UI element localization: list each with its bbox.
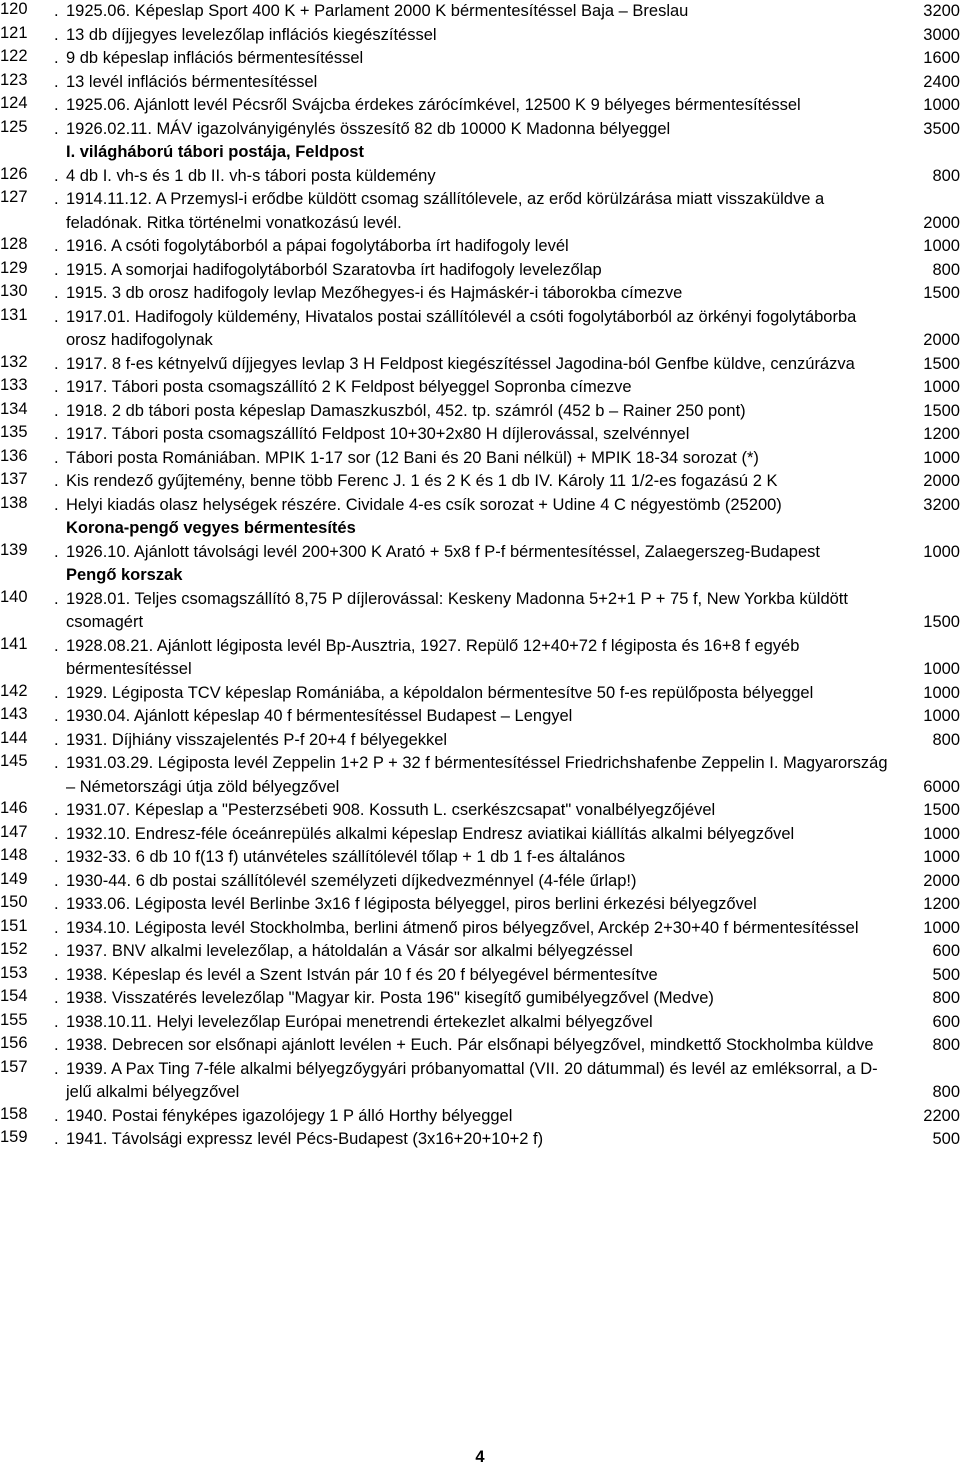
lot-number: 148 <box>0 846 28 864</box>
lot-starting-price: 2200 <box>923 1106 960 1125</box>
lot-number: 138 <box>0 493 28 512</box>
lot-number-dot: . <box>54 965 59 984</box>
lot-description: 1930.04. Ajánlott képeslap 40 f bérmentesítéssel Budapest – Lengyel <box>66 707 573 725</box>
lot-number: 158 <box>0 1104 28 1123</box>
lot-row <box>0 1034 960 1058</box>
lot-starting-price: 800 <box>932 989 960 1007</box>
lot-starting-price: 1600 <box>923 49 960 67</box>
lot-starting-price: 1000 <box>923 848 960 866</box>
lot-row <box>0 494 960 518</box>
lot-number-dot: . <box>54 707 59 725</box>
lot-number: 134 <box>0 399 28 418</box>
lot-number-dot: . <box>54 754 59 772</box>
lot-starting-price: 6000 <box>923 777 960 796</box>
lot-number-dot: . <box>54 25 59 44</box>
lot-starting-price: 500 <box>932 1130 960 1148</box>
lot-row <box>0 541 960 565</box>
lot-number-dot: . <box>54 589 59 608</box>
page-number: 4 <box>475 1448 485 1466</box>
lot-number: 136 <box>0 446 28 465</box>
lot-starting-price: 600 <box>932 942 960 960</box>
lot-description: 1941. Távolsági expressz levél Pécs-Budapest (3x16+20+10+2 f) <box>66 1130 544 1148</box>
lot-description: 1938. Debrecen sor elsőnapi ajánlott levélen + Euch. Pár elsőnapi bélyegzővel, mindkettő Stockholmba küldve <box>66 1036 874 1054</box>
lot-starting-price: 1000 <box>923 660 960 678</box>
lot-number-dot: . <box>54 989 59 1007</box>
lot-starting-price: 600 <box>932 1012 960 1031</box>
lot-starting-price: 500 <box>932 965 960 984</box>
lot-number-dot: . <box>54 401 59 420</box>
lot-number-dot: . <box>54 96 59 114</box>
lot-row <box>0 705 960 729</box>
lot-number-dot: . <box>54 683 59 702</box>
lot-number-dot: . <box>54 354 59 373</box>
lot-description: 1934.10. Légiposta levél Stockholmba, berlini átmenő piros bélyegzővel, Arckép 2+30+40 f bérmentesítéssel <box>66 918 859 937</box>
lot-description: 1933.06. Légiposta levél Berlinbe 3x16 f légiposta bélyeggel, piros berlini érkezési bélyegzővel <box>66 895 757 913</box>
lot-description: 1937. BNV alkalmi levelezőlap, a hátoldalán a Vásár sor alkalmi bélyegzéssel <box>66 942 633 960</box>
lot-description: 1915. 3 db orosz hadifogoly levlap Mezőhegyes-i és Hajmáskér-i táborokba címezve <box>66 284 683 302</box>
lot-row <box>0 235 960 259</box>
lot-row <box>0 353 960 377</box>
lot-description: Helyi kiadás olasz helységek részére. Cividale 4-es csík sorozat + Udine 4 C négyestömb (25200) <box>66 495 782 514</box>
lot-description: 1917. Tábori posta csomagszállító Feldpost 10+30+2x80 H díjlerovással, szelvénnyel <box>66 425 690 443</box>
lot-description: 1931.03.29. Légiposta levél Zeppelin 1+2 P + 32 f bérmentesítéssel Friedrichshafenbe Zeppelin I. Magyarország – Németországi útja zöld bélyegzővel <box>66 754 888 796</box>
section-heading: Pengő korszak <box>66 566 183 584</box>
lot-starting-price: 1000 <box>923 707 960 725</box>
lot-number: 152 <box>0 940 28 958</box>
lot-starting-price: 1000 <box>923 237 960 255</box>
lot-number: 141 <box>0 634 28 653</box>
lot-row <box>0 118 960 142</box>
section-heading: Korona-pengő vegyes bérmentesítés <box>66 519 356 537</box>
lot-description: 4 db I. vh-s és 1 db II. vh-s tábori posta küldemény <box>66 166 436 185</box>
lot-number: 146 <box>0 799 28 817</box>
lot-number: 150 <box>0 893 28 911</box>
lot-starting-price: 3200 <box>923 2 960 20</box>
lot-number-dot: . <box>54 942 59 960</box>
lot-number: 125 <box>0 117 28 136</box>
lot-number-dot: . <box>54 636 59 655</box>
lot-row <box>0 635 960 682</box>
lot-number-dot: . <box>54 871 59 890</box>
lot-description: 1915. A somorjai hadifogolytáborból Szaratovba írt hadifogoly levelezőlap <box>66 260 602 279</box>
lot-row <box>0 1011 960 1035</box>
lot-row <box>0 1128 960 1152</box>
lot-description: 1938. Képeslap és levél a Szent István pár 10 f és 20 f bélyegével bérmentesítve <box>66 965 658 984</box>
lot-number: 154 <box>0 987 28 1005</box>
lot-number: 139 <box>0 540 28 559</box>
lot-number-dot: . <box>54 190 59 208</box>
lot-number-dot: . <box>54 472 59 490</box>
lot-description: 1914.11.12. A Przemysl-i erődbe küldött csomag szállítólevele, az erőd körülzárása miatt visszaküldve a feladónak. Ritka történelmi vonatkozású levél. <box>66 190 825 232</box>
lot-starting-price: 800 <box>932 166 960 185</box>
lot-number-dot: . <box>54 801 59 819</box>
lot-description: 1925.06. Ajánlott levél Pécsről Svájcba érdekes zárócímkével, 12500 K 9 bélyeges bérmentesítéssel <box>66 96 801 114</box>
lot-number-dot: . <box>54 1059 59 1078</box>
lot-row <box>0 917 960 941</box>
lot-description: 1916. A csóti fogolytáborból a pápai fogolytáborba írt hadifogoly levél <box>66 237 569 255</box>
lot-row <box>0 1058 960 1105</box>
lot-row <box>0 71 960 95</box>
lot-starting-price: 800 <box>932 260 960 279</box>
lot-number: 151 <box>0 916 28 935</box>
lot-row <box>0 376 960 400</box>
lot-number-dot: . <box>54 1012 59 1031</box>
lot-number-dot: . <box>54 918 59 937</box>
lot-description: 1932-33. 6 db 10 f(13 f) utánvételes szállítólevél tőlap + 1 db 1 f-es általános <box>66 848 626 866</box>
lot-row <box>0 682 960 706</box>
lot-description: 9 db képeslap inflációs bérmentesítéssel <box>66 49 364 67</box>
lot-number-dot: . <box>54 448 59 467</box>
lot-number-dot: . <box>54 824 59 843</box>
lot-number-dot: . <box>54 119 59 138</box>
lot-number: 130 <box>0 282 28 300</box>
lot-description: 1939. A Pax Ting 7-féle alkalmi bélyegzőygyári próbanyomattal (VII. 20 dátummal) és levél az emléksorral, a D-jelű alkalmi bélyegzővel <box>66 1059 878 1101</box>
lot-row <box>0 799 960 823</box>
lot-number: 133 <box>0 376 28 394</box>
lot-number: 159 <box>0 1128 28 1146</box>
lot-number: 147 <box>0 822 28 841</box>
lot-number: 135 <box>0 423 28 441</box>
lot-description: 1931. Díjhiány visszajelentés P-f 20+4 f bélyegekkel <box>66 730 448 749</box>
lot-description: 1938. Visszatérés levelezőlap "Magyar kir. Posta 196" kisegítő gumibélyegzővel (Medve) <box>66 989 714 1007</box>
lot-number: 143 <box>0 705 28 723</box>
lot-number: 127 <box>0 188 28 206</box>
lot-row <box>0 306 960 353</box>
lot-row <box>0 964 960 988</box>
lot-starting-price: 1000 <box>923 824 960 843</box>
lot-description: 1917.01. Hadifogoly küldemény, Hivatalos postai szállítólevél a csóti fogolytáborból az örkényi fogolytáborba orosz hadifogolynak <box>66 307 857 349</box>
lot-description: Kis rendező gyűjtemény, benne több Ferenc J. 1 és 2 K és 1 db IV. Károly 11 1/2-es fogazású 2 K <box>66 472 778 490</box>
lot-row <box>0 893 960 917</box>
lot-number: 121 <box>0 23 28 42</box>
lot-number-dot: . <box>54 237 59 255</box>
lot-number-dot: . <box>54 730 59 749</box>
lot-description: 1940. Postai fényképes igazolójegy 1 P álló Horthy bélyeggel <box>66 1106 513 1125</box>
lot-description: 1938.10.11. Helyi levelezőlap Európai menetrendi értekezlet alkalmi bélyegzővel <box>66 1012 653 1031</box>
lot-number: 122 <box>0 47 28 65</box>
lot-number-dot: . <box>54 284 59 302</box>
lot-row <box>0 940 960 964</box>
lot-number: 123 <box>0 70 28 89</box>
lot-starting-price: 2400 <box>923 72 960 91</box>
lot-starting-price: 1000 <box>923 378 960 396</box>
lot-number: 144 <box>0 728 28 747</box>
lot-description: 1929. Légiposta TCV képeslap Romániába, a képoldalon bérmentesítve 50 f-es repülőposta bélyeggel <box>66 683 814 702</box>
lot-description: 1917. Tábori posta csomagszállító 2 K Feldpost bélyeggel Sopronba címezve <box>66 378 632 396</box>
lot-row <box>0 823 960 847</box>
lot-number-dot: . <box>54 260 59 279</box>
lot-starting-price: 1000 <box>923 918 960 937</box>
lot-number-dot: . <box>54 2 59 20</box>
lot-number: 137 <box>0 470 28 488</box>
lot-number: 142 <box>0 681 28 700</box>
lot-row <box>0 24 960 48</box>
lot-description: 1932.10. Endresz-féle óceánrepülés alkalmi képeslap Endresz aviatikai kiállítás alkalmi bélyegzővel <box>66 824 795 843</box>
lot-starting-price: 1000 <box>923 448 960 467</box>
lot-starting-price: 3200 <box>923 495 960 514</box>
lot-number: 132 <box>0 352 28 371</box>
lot-number-dot: . <box>54 425 59 443</box>
lot-description: 1930-44. 6 db postai szállítólevél személyzeti díjkedvezménnyel (4-féle űrlap!) <box>66 871 637 890</box>
lot-description: 1928.01. Teljes csomagszállító 8,75 P díjlerovással: Keskeny Madonna 5+2+1 P + 75 f, New Yorkba küldött csomagért <box>66 589 848 631</box>
lot-number: 131 <box>0 305 28 324</box>
lot-number-dot: . <box>54 49 59 67</box>
lot-starting-price: 800 <box>932 1083 960 1101</box>
lot-number-dot: . <box>54 1130 59 1148</box>
lot-number-dot: . <box>54 542 59 561</box>
lot-row <box>0 94 960 118</box>
lot-number-dot: . <box>54 1036 59 1054</box>
lot-description: 13 db díjjegyes levelezőlap inflációs kiegészítéssel <box>66 25 437 44</box>
lot-starting-price: 800 <box>932 730 960 749</box>
lot-row <box>0 729 960 753</box>
lot-number: 153 <box>0 963 28 982</box>
lot-row <box>0 165 960 189</box>
lot-number-dot: . <box>54 378 59 396</box>
lot-row <box>0 846 960 870</box>
lot-row <box>0 470 960 494</box>
lot-row <box>0 423 960 447</box>
lot-starting-price: 2000 <box>923 331 960 349</box>
lot-starting-price: 2000 <box>923 472 960 490</box>
lot-description: 1931.07. Képeslap a "Pesterzsébeti 908. Kossuth L. cserkészcsapat" vonalbélyegzőjével <box>66 801 716 819</box>
lot-number: 140 <box>0 587 28 606</box>
lot-row <box>0 447 960 471</box>
lot-row <box>0 47 960 71</box>
lot-row <box>0 870 960 894</box>
lot-number-dot: . <box>54 895 59 913</box>
lot-starting-price: 1500 <box>923 354 960 373</box>
lot-description: 1917. 8 f-es kétnyelvű díjjegyes levlap 3 H Feldpost kiegészítéssel Jagodina-ból Genfbe küldve, cenzúrázva <box>66 354 855 373</box>
lot-starting-price: 3000 <box>923 25 960 44</box>
lot-row <box>0 400 960 424</box>
section-heading: I. világháború tábori postája, Feldpost <box>66 143 364 161</box>
lot-description: 1925.06. Képeslap Sport 400 K + Parlament 2000 K bérmentesítéssel Baja – Breslau <box>66 2 689 20</box>
lot-row <box>0 1105 960 1129</box>
lot-starting-price: 800 <box>932 1036 960 1054</box>
lot-starting-price: 3500 <box>923 119 960 138</box>
lot-number: 156 <box>0 1034 28 1052</box>
lot-starting-price: 1000 <box>923 542 960 561</box>
lot-row <box>0 188 960 235</box>
lot-number: 157 <box>0 1057 28 1076</box>
lot-row <box>0 987 960 1011</box>
lot-number-dot: . <box>54 848 59 866</box>
lot-row <box>0 0 960 24</box>
lot-row <box>0 282 960 306</box>
lot-description: 1926.10. Ajánlott távolsági levél 200+300 K Arató + 5x8 f P-f bérmentesítéssel, Zalaegerszeg-Budapest <box>66 542 820 561</box>
lot-number: 155 <box>0 1010 28 1029</box>
lot-number: 126 <box>0 164 28 183</box>
lot-description: 1926.02.11. MÁV igazolványigénylés összesítő 82 db 10000 K Madonna bélyeggel <box>66 119 671 138</box>
lot-number-dot: . <box>54 495 59 514</box>
lot-row <box>0 259 960 283</box>
lot-number: 129 <box>0 258 28 277</box>
lot-number: 149 <box>0 869 28 888</box>
lot-description: 1918. 2 db tábori posta képeslap Damaszkuszból, 452. tp. számról (452 b – Rainer 250 pont) <box>66 401 746 420</box>
lot-starting-price: 1500 <box>923 801 960 819</box>
lot-number: 128 <box>0 235 28 253</box>
lot-description: Tábori posta Romániában. MPIK 1-17 sor (12 Bani és 20 Bani nélkül) + MPIK 18-34 sorozat (*) <box>66 448 759 467</box>
lot-number: 124 <box>0 94 28 112</box>
lot-row <box>0 752 960 799</box>
lot-starting-price: 1200 <box>923 895 960 913</box>
lot-number: 120 <box>0 0 28 18</box>
lot-description: 13 levél inflációs bérmentesítéssel <box>66 72 318 91</box>
lot-starting-price: 1200 <box>923 425 960 443</box>
lot-description: 1928.08.21. Ajánlott légiposta levél Bp-Ausztria, 1927. Repülő 12+40+72 f légiposta és 16+8 f egyéb bérmentesítéssel <box>66 636 800 678</box>
lot-number: 145 <box>0 752 28 770</box>
lot-number-dot: . <box>54 166 59 185</box>
lot-starting-price: 1500 <box>923 284 960 302</box>
lot-starting-price: 1500 <box>923 401 960 420</box>
lot-starting-price: 2000 <box>923 213 960 232</box>
lot-starting-price: 1500 <box>923 613 960 631</box>
lot-row <box>0 588 960 635</box>
lot-number-dot: . <box>54 307 59 326</box>
lot-starting-price: 1000 <box>923 683 960 702</box>
lot-starting-price: 2000 <box>923 871 960 890</box>
lot-number-dot: . <box>54 1106 59 1125</box>
lot-number-dot: . <box>54 72 59 91</box>
lot-starting-price: 1000 <box>923 96 960 114</box>
